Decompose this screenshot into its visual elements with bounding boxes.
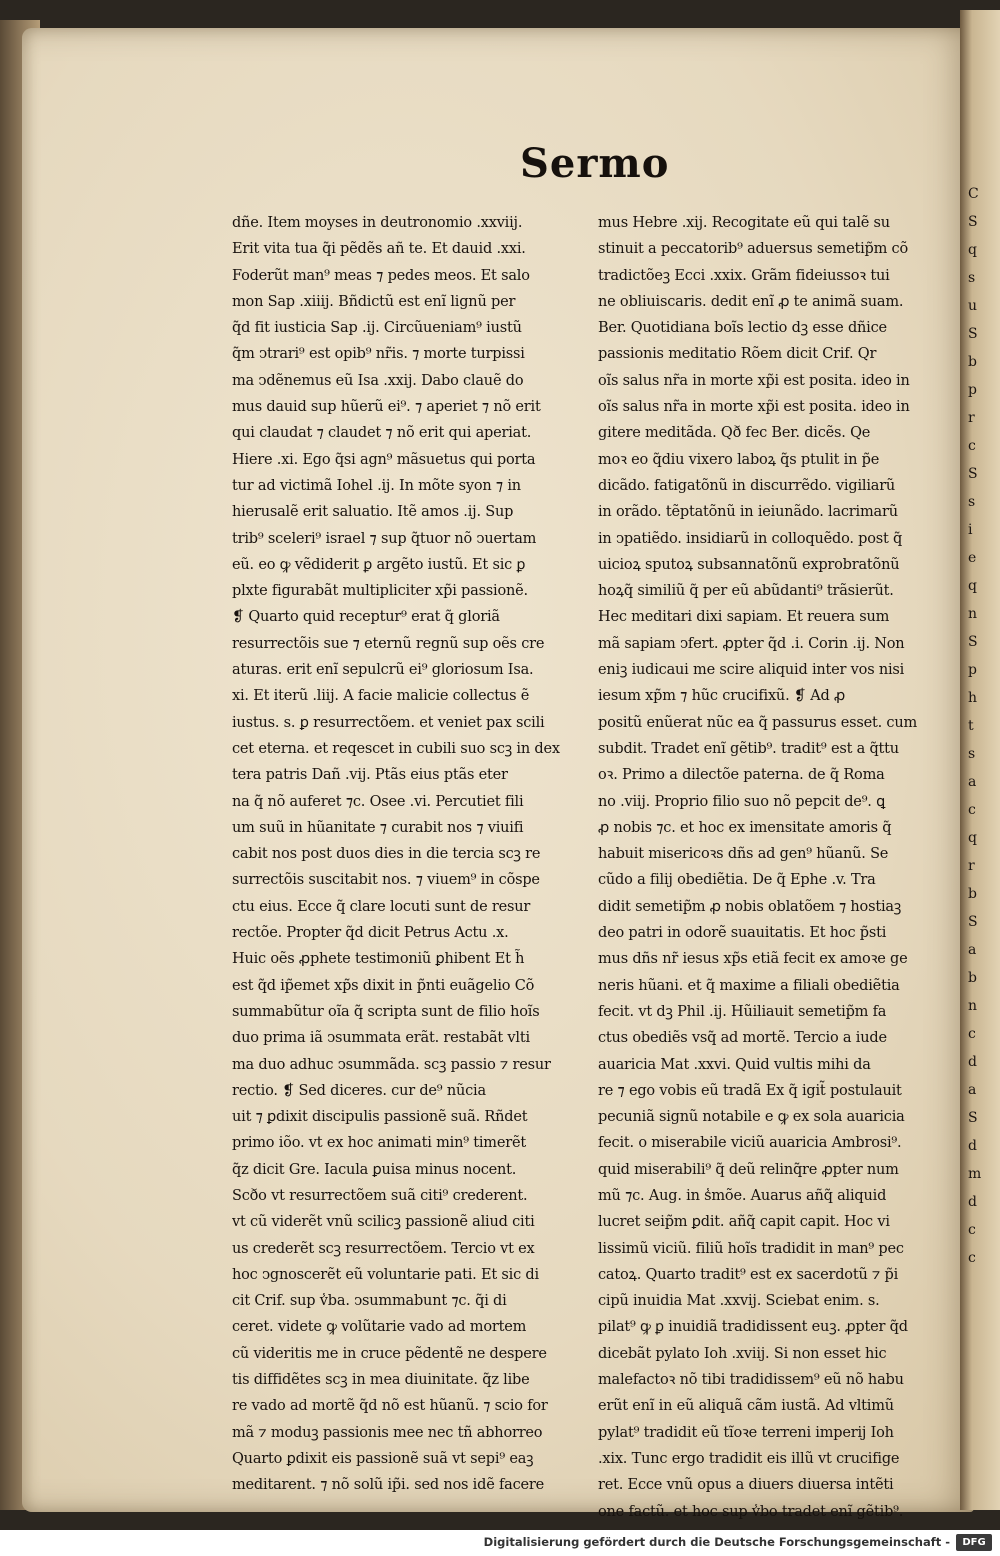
text-line: q̃m ↄtrari⁹ est opib⁹ nr̃is. ⁊ morte turpissi (232, 346, 525, 363)
text-line: oꝛ. Primo a dilectõe paterna. de q̃ Roma (598, 767, 885, 784)
next-page-letter: S (968, 1110, 978, 1126)
next-page-letter: S (968, 214, 978, 230)
next-page-letter: r (968, 858, 975, 874)
text-line: ne obliuiscaris. dedit enĩ ꝓ te animã suam. (598, 293, 904, 310)
left-column (232, 210, 572, 1499)
next-page-letter: a (968, 774, 977, 790)
next-page-letter: n (968, 998, 978, 1014)
text-line: .xix. Tunc ergo tradidit eis illũ vt crucifige (598, 1450, 900, 1467)
text-line: pylat⁹ tradidit eũ tĩoꝛe terreni imperij Ioh (598, 1424, 894, 1441)
text-line: ceret. videte ꝙ volũtarie vado ad mortem (232, 1319, 527, 1336)
next-page-letter: a (968, 1082, 977, 1098)
text-line: positũ enũerat nũc ea q̃ passurus esset. cum (598, 714, 918, 731)
text-line: cabit nos post duos dies in die tercia scꝫ re (232, 846, 541, 863)
text-line: tur ad victimã Iohel .ij. In mõte syon ⁊ in (232, 477, 521, 494)
text-line: one factũ. et hoc sup v̾bo tradet enĩ gẽtib⁹. (598, 1503, 904, 1520)
next-page-letter: b (968, 970, 977, 986)
text-line: aturas. erit enĩ sepulcrũ ei⁹ gloriosum Isa. (232, 662, 534, 679)
next-page-letter: h (968, 690, 978, 706)
text-line: rectio. ❡ Sed diceres. cur de⁹ nũcia (232, 1082, 486, 1099)
next-page-letter: p (968, 382, 977, 398)
text-line: cit Crif. sup v̾ba. ↄsummabunt ⁊c. q̃i di (232, 1293, 507, 1310)
next-page-letter: p (968, 662, 977, 678)
text-line: hoꝝq̃ similiũ q̃ per eũ abũdanti⁹ trãsierũt. (598, 583, 894, 600)
text-line: catoꝝ. Quarto tradit⁹ est ex sacerdotũ ⁊ p̃i (598, 1266, 899, 1283)
text-line: lucret seip̃m ꝑdit. añq̃ capit capit. Hoc vi (598, 1214, 890, 1231)
next-page-letter: m (968, 1166, 982, 1182)
next-page-letter: d (968, 1054, 977, 1070)
text-line: subdit. Tradet enĩ gẽtib⁹. tradit⁹ est a q̃ttu (598, 740, 899, 757)
text-line: q̃z dicit Gre. Iacula ꝑuisa minus nocent. (232, 1161, 517, 1178)
text-line: us crederẽt scꝫ resurrectõem. Tercio vt ex (232, 1240, 535, 1257)
dfg-logo: DFG (956, 1534, 992, 1551)
next-page-letter: c (968, 1250, 976, 1266)
text-line: plxte figurabãt multipliciter xp̃i passionẽ. (232, 583, 528, 600)
text-line: ❡ Quarto quid receptur⁹ erat q̃ gloriã (232, 609, 500, 626)
text-line: malefactoꝛ nõ tibi tradidissem⁹ eũ nõ habu (598, 1372, 904, 1389)
text-line: um suũ in hũanitate ⁊ curabit nos ⁊ viuifi (232, 819, 524, 836)
text-line: qui claudat ⁊ claudet ⁊ nõ erit qui aperiat. (232, 425, 532, 442)
next-page-letter: q (968, 830, 977, 846)
text-line: uicioꝝ sputoꝝ subsannatõnũ exprobratõnũ (598, 556, 900, 573)
next-page-letter: q (968, 242, 977, 258)
text-line: mus dñs nr̃ iesus xp̃s etiã fecit ex amoꝛe ge (598, 951, 908, 968)
text-line: Quarto ꝑdixit eis passionẽ suã vt sepi⁹ eaꝫ (232, 1450, 534, 1467)
text-line: tradictõeꝫ Ecci .xxix. Grãm fideiussoꝛ tui (598, 267, 890, 284)
text-line: no .viij. Proprio filio suo nõ pepcit de⁹. ꝗ (598, 793, 886, 810)
text-line: habuit misericoꝛs dñs ad gen⁹ hũanũ. Se (598, 846, 889, 863)
text-line: in orãdo. tẽptatõnũ in ieiunãdo. lacrimarũ (598, 504, 898, 521)
text-line: stinuit a peccatorib⁹ aduersus semetip̃m cõ (598, 241, 909, 258)
text-line: fecit. o miserabile viciũ auaricia Ambrosi⁹. (598, 1135, 902, 1152)
footer-bar (0, 1530, 1000, 1556)
text-line: iesum xp̃m ⁊ hũc crucifixũ. ❡ Ad ꝓ (598, 688, 846, 705)
text-line: Hiere .xi. Ego q̃si agn⁹ mãsuetus qui porta (232, 451, 536, 468)
text-line: Erit vita tua q̃i pẽdẽs añ te. Et dauid .xxi. (232, 241, 526, 258)
text-line: cipũ inuidia Mat .xxvij. Sciebat enim. s. (598, 1293, 880, 1310)
next-page-letter: s (968, 494, 976, 510)
text-line: gitere meditãda. Qð fec Ber. dicẽs. Qe (598, 425, 871, 442)
text-line: ma ↄdẽnemus eũ Isa .xxij. Dabo clauẽ do (232, 372, 524, 389)
text-line: na q̃ nõ auferet ⁊c. Osee .vi. Percutiet fili (232, 793, 524, 810)
text-line: ꝓ nobis ⁊c. et hoc ex imensitate amoris q̃ (598, 819, 892, 836)
text-line: Ber. Quotidiana boĩs lectio dꝫ esse dñice (598, 320, 887, 337)
text-line: ctus obediẽs vsq̃ ad mortẽ. Tercio a iude (598, 1030, 887, 1047)
text-line: duo prima iã ↄsummata erãt. restabãt vlti (232, 1030, 530, 1047)
text-line: dñe. Item moyses in deutronomio .xxviij. (232, 215, 523, 231)
text-line: oĩs salus nr̃a in morte xp̃i est posita. ideo in (598, 399, 910, 416)
text-line: cũdo a filij obediẽtia. De q̃ Ephe .v. Tra (598, 872, 876, 889)
next-page-fragment (968, 180, 1000, 1272)
text-line: Scðo vt resurrectõem suã citi⁹ crederent. (232, 1187, 528, 1204)
next-page-letter: r (968, 410, 975, 426)
right-column (598, 210, 936, 1525)
text-line: mus Hebre .xij. Recogitate eũ qui talẽ su (598, 215, 890, 231)
text-line: mus dauid sup hũerũ ei⁹. ⁊ aperiet ⁊ nõ erit (232, 399, 541, 416)
text-line: didit semetip̃m ꝓ nobis oblatõem ⁊ hostiaꝫ (598, 898, 902, 915)
text-line: neris hũani. et q̃ maxime a filiali obediẽtia (598, 977, 900, 994)
text-line: re vado ad mortẽ q̃d nõ est hũanũ. ⁊ scio for (232, 1398, 548, 1415)
next-page-letter: s (968, 746, 976, 762)
text-line: cet eterna. et reqescet in cubili suo scꝫ in dex (232, 740, 560, 757)
text-line: auaricia Mat .xxvi. Quid vultis mihi da (598, 1056, 871, 1073)
text-line: hoc ↄgnoscerẽt eũ voluntarie pati. Et sic di (232, 1266, 539, 1283)
text-line: surrectõis suscitabit nos. ⁊ viuem⁹ in cõspe (232, 872, 540, 889)
text-line: Foderũt man⁹ meas ⁊ pedes meos. Et salo (232, 267, 530, 284)
text-line: iustus. s. ꝑ resurrectõem. et veniet pax scili (232, 714, 545, 731)
text-line: hierusalẽ erit saluatio. Itẽ amos .ij. Sup (232, 504, 514, 521)
text-line: erũt enĩ in eũ aliquã cãm iustã. Ad vltimũ (598, 1398, 894, 1415)
text-line: moꝛ eo q̃diu vixero laboꝝ q̃s ptulit in p̃e (598, 451, 880, 468)
next-page-letter: S (968, 466, 978, 482)
text-line: uit ⁊ ꝑdixit discipulis passionẽ suã. Rñdet (232, 1109, 528, 1126)
text-line: pecuniã signũ notabile e ꝙ ex sola auaricia (598, 1109, 905, 1126)
text-line: trib⁹ sceleri⁹ israel ⁊ sup q̃tuor nõ ↄuertam (232, 530, 537, 547)
text-line: mon Sap .xiiij. Bñdictũ est enĩ lignũ per (232, 293, 516, 310)
next-page-letter: d (968, 1138, 977, 1154)
page-header: Sermo (520, 140, 670, 187)
next-page-letter: d (968, 1194, 977, 1210)
text-line: primo iõo. vt ex hoc animati min⁹ timerẽt (232, 1135, 526, 1152)
next-page-letter: S (968, 326, 978, 342)
text-line: xi. Et iterũ .liij. A facie malicie collectus ẽ (232, 688, 530, 705)
next-page-letter: C (968, 186, 979, 202)
text-line: cũ videritis me in cruce pẽdentẽ ne despere (232, 1345, 547, 1362)
text-line: vt cũ viderẽt vnũ scilicꝫ passionẽ aliud citi (232, 1214, 535, 1231)
next-page-letter: c (968, 802, 976, 818)
next-page-letter: e (968, 550, 977, 566)
text-line: dicãdo. fatigatõnũ in discurrẽdo. vigiliarũ (598, 477, 896, 494)
text-line: eũ. eo ꝙ vẽdiderit ꝑ argẽto iustũ. Et sic ꝑ (232, 556, 526, 573)
text-line: deo patri in odorẽ suauitatis. Et hoc p̃sti (598, 925, 887, 942)
text-line: rectõe. Propter q̃d dicit Petrus Actu .x. (232, 925, 509, 942)
text-line: tera patris Dañ .vij. Ptãs eius ptãs eter (232, 767, 508, 784)
text-line: fecit. vt dꝫ Phil .ij. Hũiliauit semetip̃m fa (598, 1003, 887, 1020)
text-line: mã sapiam ↄfert. ꝓpter q̃d .i. Corin .ij. Non (598, 635, 905, 652)
text-line: summabũtur oĩa q̃ scripta sunt de filio hoĩs (232, 1003, 540, 1020)
text-line: est q̃d ip̃emet xp̃s dixit in p̃nti euãgelio Cõ (232, 977, 535, 994)
next-page-letter: S (968, 914, 978, 930)
text-line: tis diffidẽtes scꝫ in mea diuinitate. q̃z libe (232, 1372, 530, 1389)
next-page-letter: t (968, 718, 974, 734)
text-line: q̃d fit iusticia Sap .ij. Circũueniam⁹ iustũ (232, 320, 522, 337)
text-line: resurrectõis sue ⁊ eternũ regnũ sup oẽs cre (232, 635, 545, 652)
next-page-letter: n (968, 606, 978, 622)
text-line: Hec meditari dixi sapiam. Et reuera sum (598, 609, 890, 626)
footer-credit: Digitalisierung gefördert durch die Deutsche Forschungsgemeinschaft - (483, 1535, 950, 1549)
next-page-letter: c (968, 438, 976, 454)
text-line: eniꝫ iudicaui me scire aliquid inter vos nisi (598, 662, 905, 679)
next-page-letter: q (968, 578, 977, 594)
next-page-letter: S (968, 634, 978, 650)
text-line: re ⁊ ego vobis eũ tradã Ex q̃ igit̃ postulauit (598, 1082, 902, 1099)
text-line: in ↄpatiẽdo. insidiarũ in colloquẽdo. post q̃ (598, 530, 903, 547)
next-page-letter: b (968, 354, 977, 370)
next-page-letter: c (968, 1222, 976, 1238)
next-page-letter: s (968, 270, 976, 286)
next-page-letter: a (968, 942, 977, 958)
next-page-letter: u (968, 298, 978, 314)
next-page-letter: i (968, 522, 973, 538)
text-line: ma duo adhuc ↄsummãda. scꝫ passio ⁊ resur (232, 1056, 551, 1073)
text-line: meditarent. ⁊ nõ solũ ip̃i. sed nos idẽ facere (232, 1477, 545, 1494)
text-line: lissimũ viciũ. filiũ hoĩs tradidit in man⁹ pec (598, 1240, 904, 1257)
text-line: passionis meditatio Rõem dicit Crif. Qr (598, 346, 877, 363)
text-line: ret. Ecce vnũ opus a diuers diuersa intẽti (598, 1477, 894, 1494)
text-line: mã ⁊ moduꝫ passionis mee nec tñ abhorreo (232, 1424, 543, 1441)
next-page-letter: b (968, 886, 977, 902)
text-line: quid miserabili⁹ q̃ deũ relinq̃re ꝓpter num (598, 1161, 899, 1178)
text-line: Huic oẽs ꝓphete testimoniũ ꝑhibent Et h̃ (232, 951, 525, 968)
text-line: oĩs salus nr̃a in morte xp̃i est posita. ideo in (598, 372, 910, 389)
text-line: pilat⁹ ꝙ ꝑ inuidiã tradidissent euꝫ. ꝓpter q̃d (598, 1319, 908, 1336)
next-page-letter: c (968, 1026, 976, 1042)
text-line: mũ ⁊c. Aug. in s̾mõe. Auarus añq̃ aliquid (598, 1187, 887, 1204)
text-line: dicebãt pylato Ioh .xviij. Si non esset hic (598, 1345, 887, 1362)
text-line: ctu eius. Ecce q̃ clare locuti sunt de resur (232, 898, 531, 915)
